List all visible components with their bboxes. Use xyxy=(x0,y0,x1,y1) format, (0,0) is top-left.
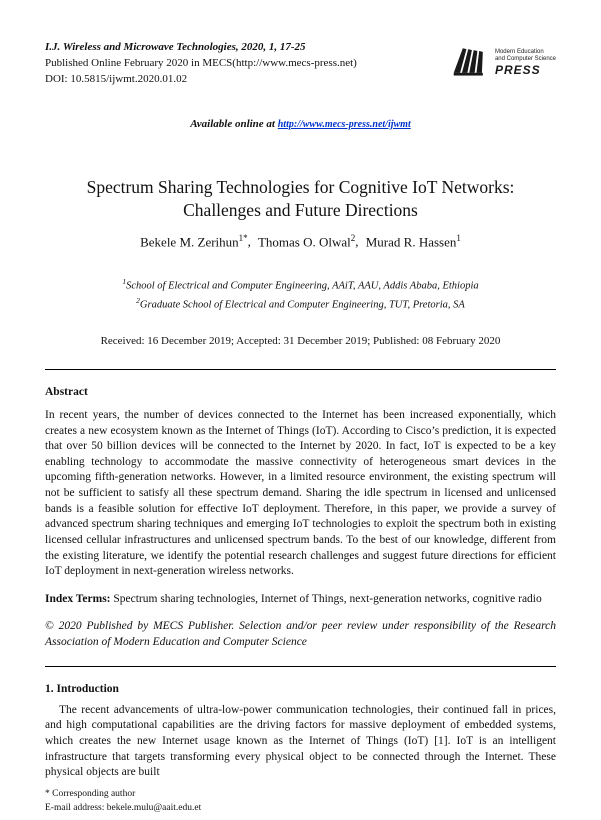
book-icon xyxy=(451,42,491,85)
published-line: Published Online February 2020 in MECS(http://www.mecs-press.net) xyxy=(45,56,357,69)
author-affil-mark: 1 xyxy=(456,233,461,244)
available-online-line xyxy=(45,118,556,130)
author-name: Bekele M. Zerihun xyxy=(140,234,239,250)
introduction-heading: 1. Introduction xyxy=(45,682,119,695)
index-terms-text: Spectrum sharing technologies, Internet of Things, next-generation networks, cognitive radio xyxy=(110,592,542,605)
abstract-heading: Abstract xyxy=(45,385,88,398)
affiliation-mark: 1 xyxy=(122,277,127,287)
abstract-text: In recent years, the number of devices connected to the Internet has been increased exponentially, which creates a new ecosystem known as the Internet of Things (IoT). According to Cisco’s prediction, it is expected that over 50 billion devices will be connected to the Internet by 2020. In fact, IoT is expected to be a key enabling technology to accommodate the massive connectivity of heterogeneous smart devices in the upcoming fifth-generation networks. However, in a limited resource environment, the existing spectrum will not be sufficient to satisfy all these spectrum demand. Sharing the idle spectrum in licensed and unlicensed bands is a feasible solution for effective IoT deployment. Therefore, in this paper, we provide a survey of advanced spectrum sharing techniques and emerging IoT technologies to exploit the spectrum both in existing licensed cellular infrastructures and unlicensed spectrum bands. To the best of our knowledge, different from the existing literature, we identify the potential research challenges and suggest future directions for efficient IoT deployment in next-generation wireless networks. xyxy=(45,408,556,578)
divider xyxy=(45,666,556,667)
author-name: Thomas O. Olwal xyxy=(257,234,351,250)
available-online-label: Available online at xyxy=(190,117,278,130)
author-separator: , xyxy=(247,234,251,250)
copyright-notice: © 2020 Published by MECS Publisher. Selection and/or peer review under responsibility of the Research Association of Modern Education and Computer Science xyxy=(45,620,556,649)
logo-press-label: PRESS xyxy=(494,62,541,77)
journal-url-link[interactable]: http://www.mecs-press.net/ijwmt xyxy=(277,118,411,130)
email-address-note: E-mail address: bekele.mulu@aait.edu.et xyxy=(45,803,202,814)
affiliation-text: School of Electrical and Computer Engineering, AAiT, AAU, Addis Ababa, Ethiopia xyxy=(126,280,479,292)
affiliation-text: Graduate School of Electrical and Computer Engineering, TUT, Pretoria, SA xyxy=(139,299,465,311)
affiliation-line xyxy=(45,295,556,313)
footnote xyxy=(45,787,556,816)
logo-org-line2: and Computer Science xyxy=(494,56,556,63)
affiliations xyxy=(45,276,556,313)
introduction-text: The recent advancements of ultra-low-power communication technologies, their continued fall in prices, and high computational capabilities are the driving factors for massive deployment of embedded systems, which creates the new Internet usage known as the Internet of Things (IoT) [1]. IoT is an intelligent infrastructure that targets transforming every physical object to be connected through the Internet. These physical objects are built xyxy=(45,703,556,779)
doi-line: DOI: 10.5815/ijwmt.2020.01.02 xyxy=(45,72,188,85)
author-separator: , xyxy=(355,234,359,250)
paper-title xyxy=(45,176,556,223)
author-name: Murad R. Hassen xyxy=(365,234,457,250)
paper-title-line1: Spectrum Sharing Technologies for Cognitive IoT Networks: xyxy=(86,176,515,197)
affiliation-line xyxy=(45,276,556,294)
logo-org-line1: Modern Education xyxy=(494,49,544,56)
author-list xyxy=(45,233,556,250)
page-header xyxy=(45,40,556,88)
paper-title-line2: Challenges and Future Directions xyxy=(183,200,418,221)
divider xyxy=(45,369,556,370)
author-affil-mark: 1* xyxy=(238,233,248,244)
index-terms-label: Index Terms: xyxy=(45,592,111,605)
journal-title-line: I.J. Wireless and Microwave Technologies, 2020, 1, 17-25 xyxy=(45,41,306,53)
corresponding-author-note: * Corresponding author xyxy=(45,788,136,799)
affiliation-mark: 2 xyxy=(136,295,140,305)
journal-info xyxy=(45,40,357,88)
author-affil-mark: 2 xyxy=(350,233,356,244)
index-terms-line xyxy=(45,592,556,608)
logo-text xyxy=(495,49,556,78)
mecs-press-logo xyxy=(451,42,556,85)
received-accepted-published-line: Received: 16 December 2019; Accepted: 31 December 2019; Published: 08 February 2020 xyxy=(100,334,501,347)
